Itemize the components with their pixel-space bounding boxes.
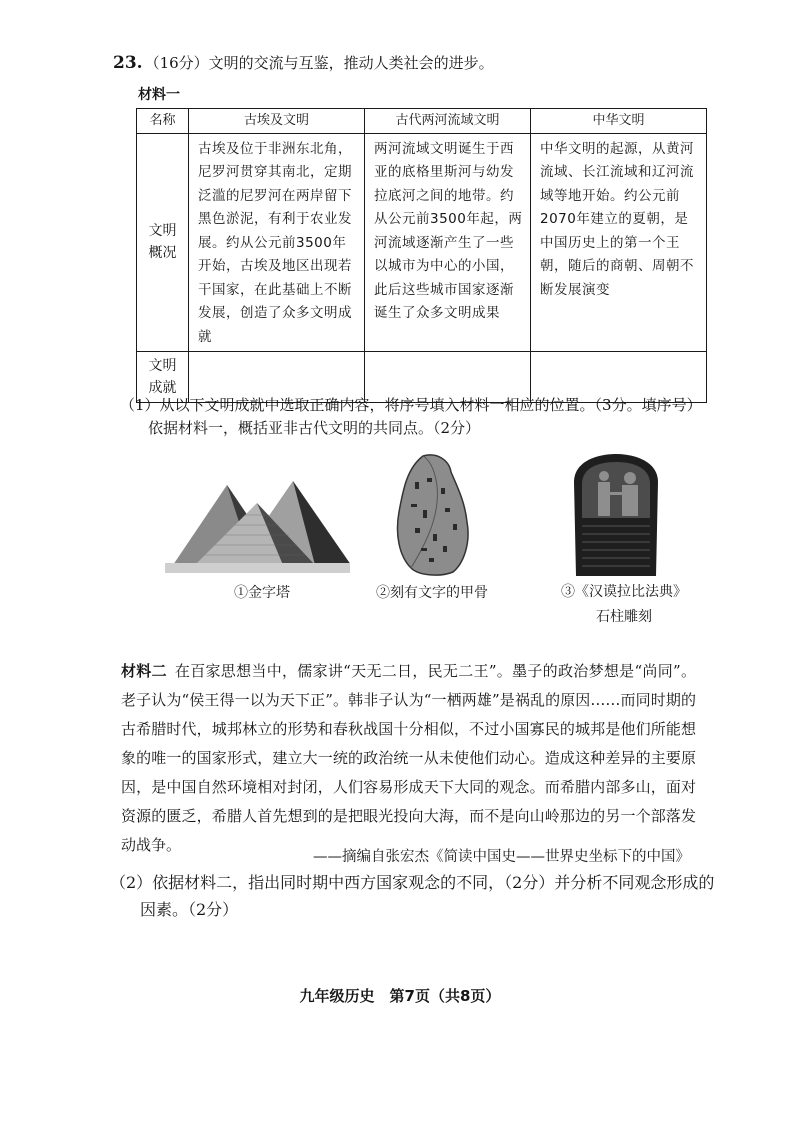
civilization-table <box>136 108 707 403</box>
hammurabi-stele-image <box>568 452 663 576</box>
figure3-caption-line2: 石柱雕刻 <box>596 609 652 625</box>
overview-row <box>137 133 707 352</box>
material2-label: 材料二 <box>121 662 167 680</box>
header-china: 中华文明 <box>531 109 707 134</box>
question-intro: （16分）文明的交流与互鉴，推动人类社会的进步。 <box>144 54 494 72</box>
achievement-label: 文明成就 <box>137 352 189 403</box>
material1-label: 材料一 <box>138 87 180 103</box>
figure3-caption-line1: ③《汉谟拉比法典》 <box>561 584 687 600</box>
header-name: 名称 <box>137 109 189 134</box>
table-header-row <box>137 109 707 134</box>
mesopotamia-overview: 两河流域文明诞生于西亚的底格里斯河与幼发拉底河之间的地带。约从公元前3500年起，两河流域逐渐产生了一些以城市为中心的小国，此后这些城市国家逐渐诞生了众多文明成果 <box>365 133 531 352</box>
page-footer: 九年级历史 第7页（共8页） <box>299 987 501 1005</box>
subquestion1-line1: （1）从以下文明成就中选取正确内容，将序号填入材料一相应的位置。（3分。填序号） <box>120 396 702 414</box>
header-egypt: 古埃及文明 <box>189 109 365 134</box>
material2 <box>121 657 696 860</box>
pyramid-image <box>165 463 350 573</box>
overview-label: 文明概况 <box>137 133 189 352</box>
oracle-bone-image <box>393 452 473 577</box>
header-mesopotamia: 古代两河流域文明 <box>365 109 531 134</box>
figure2-caption: ②刻有文字的甲骨 <box>376 585 488 601</box>
material2-source: ——摘编自张宏杰《简读中国史——世界史坐标下的中国》 <box>313 849 690 865</box>
figure1-caption: ①金字塔 <box>234 585 290 601</box>
subquestion1-line2: 依据材料一，概括亚非古代文明的共同点。（2分） <box>148 419 481 437</box>
subquestion2-line2: 因素。（2分） <box>140 900 239 919</box>
subquestion2-line1: （2）依据材料二，指出同时期中西方国家观念的不同，（2分）并分析不同观念形成的 <box>110 873 715 892</box>
egypt-overview: 古埃及位于非洲东北角，尼罗河贯穿其南北，定期泛滥的尼罗河在两岸留下黑色淤泥，有利于农业发展。约从公元前3500年开始，古埃及地区出现若干国家，在此基础上不断发展，创造了众多文明成就 <box>189 133 365 352</box>
material2-text: 在百家思想当中，儒家讲“天无二日，民无二王”。墨子的政治梦想是“尚同”。老子认为“侯王得一以为天下正”。韩非子认为“一栖两雄”是祸乱的原因……而同时期的古希腊时代，城邦林立的形势和春秋战国十分相似，不过小国寡民的城邦是他们所能想象的唯一的国家形式，建立大一统的政治统一从未使他们动心。造成这种差异的主要原因，是中国自然环境相对封闭，人们容易形成天下大同的观念。而希腊内部多山，面对资源的匮乏，希腊人首先想到的是把眼光投向大海，而不是向山岭那边的另一个部落发动战争。 <box>121 662 696 854</box>
question-number: 23. <box>113 53 143 73</box>
question-header <box>113 52 494 73</box>
china-overview: 中华文明的起源，从黄河流域、长江流域和辽河流域等地开始。约公元前2070年建立的夏朝，是中国历史上的第一个王朝，随后的商朝、周朝不断发展演变 <box>531 133 707 352</box>
